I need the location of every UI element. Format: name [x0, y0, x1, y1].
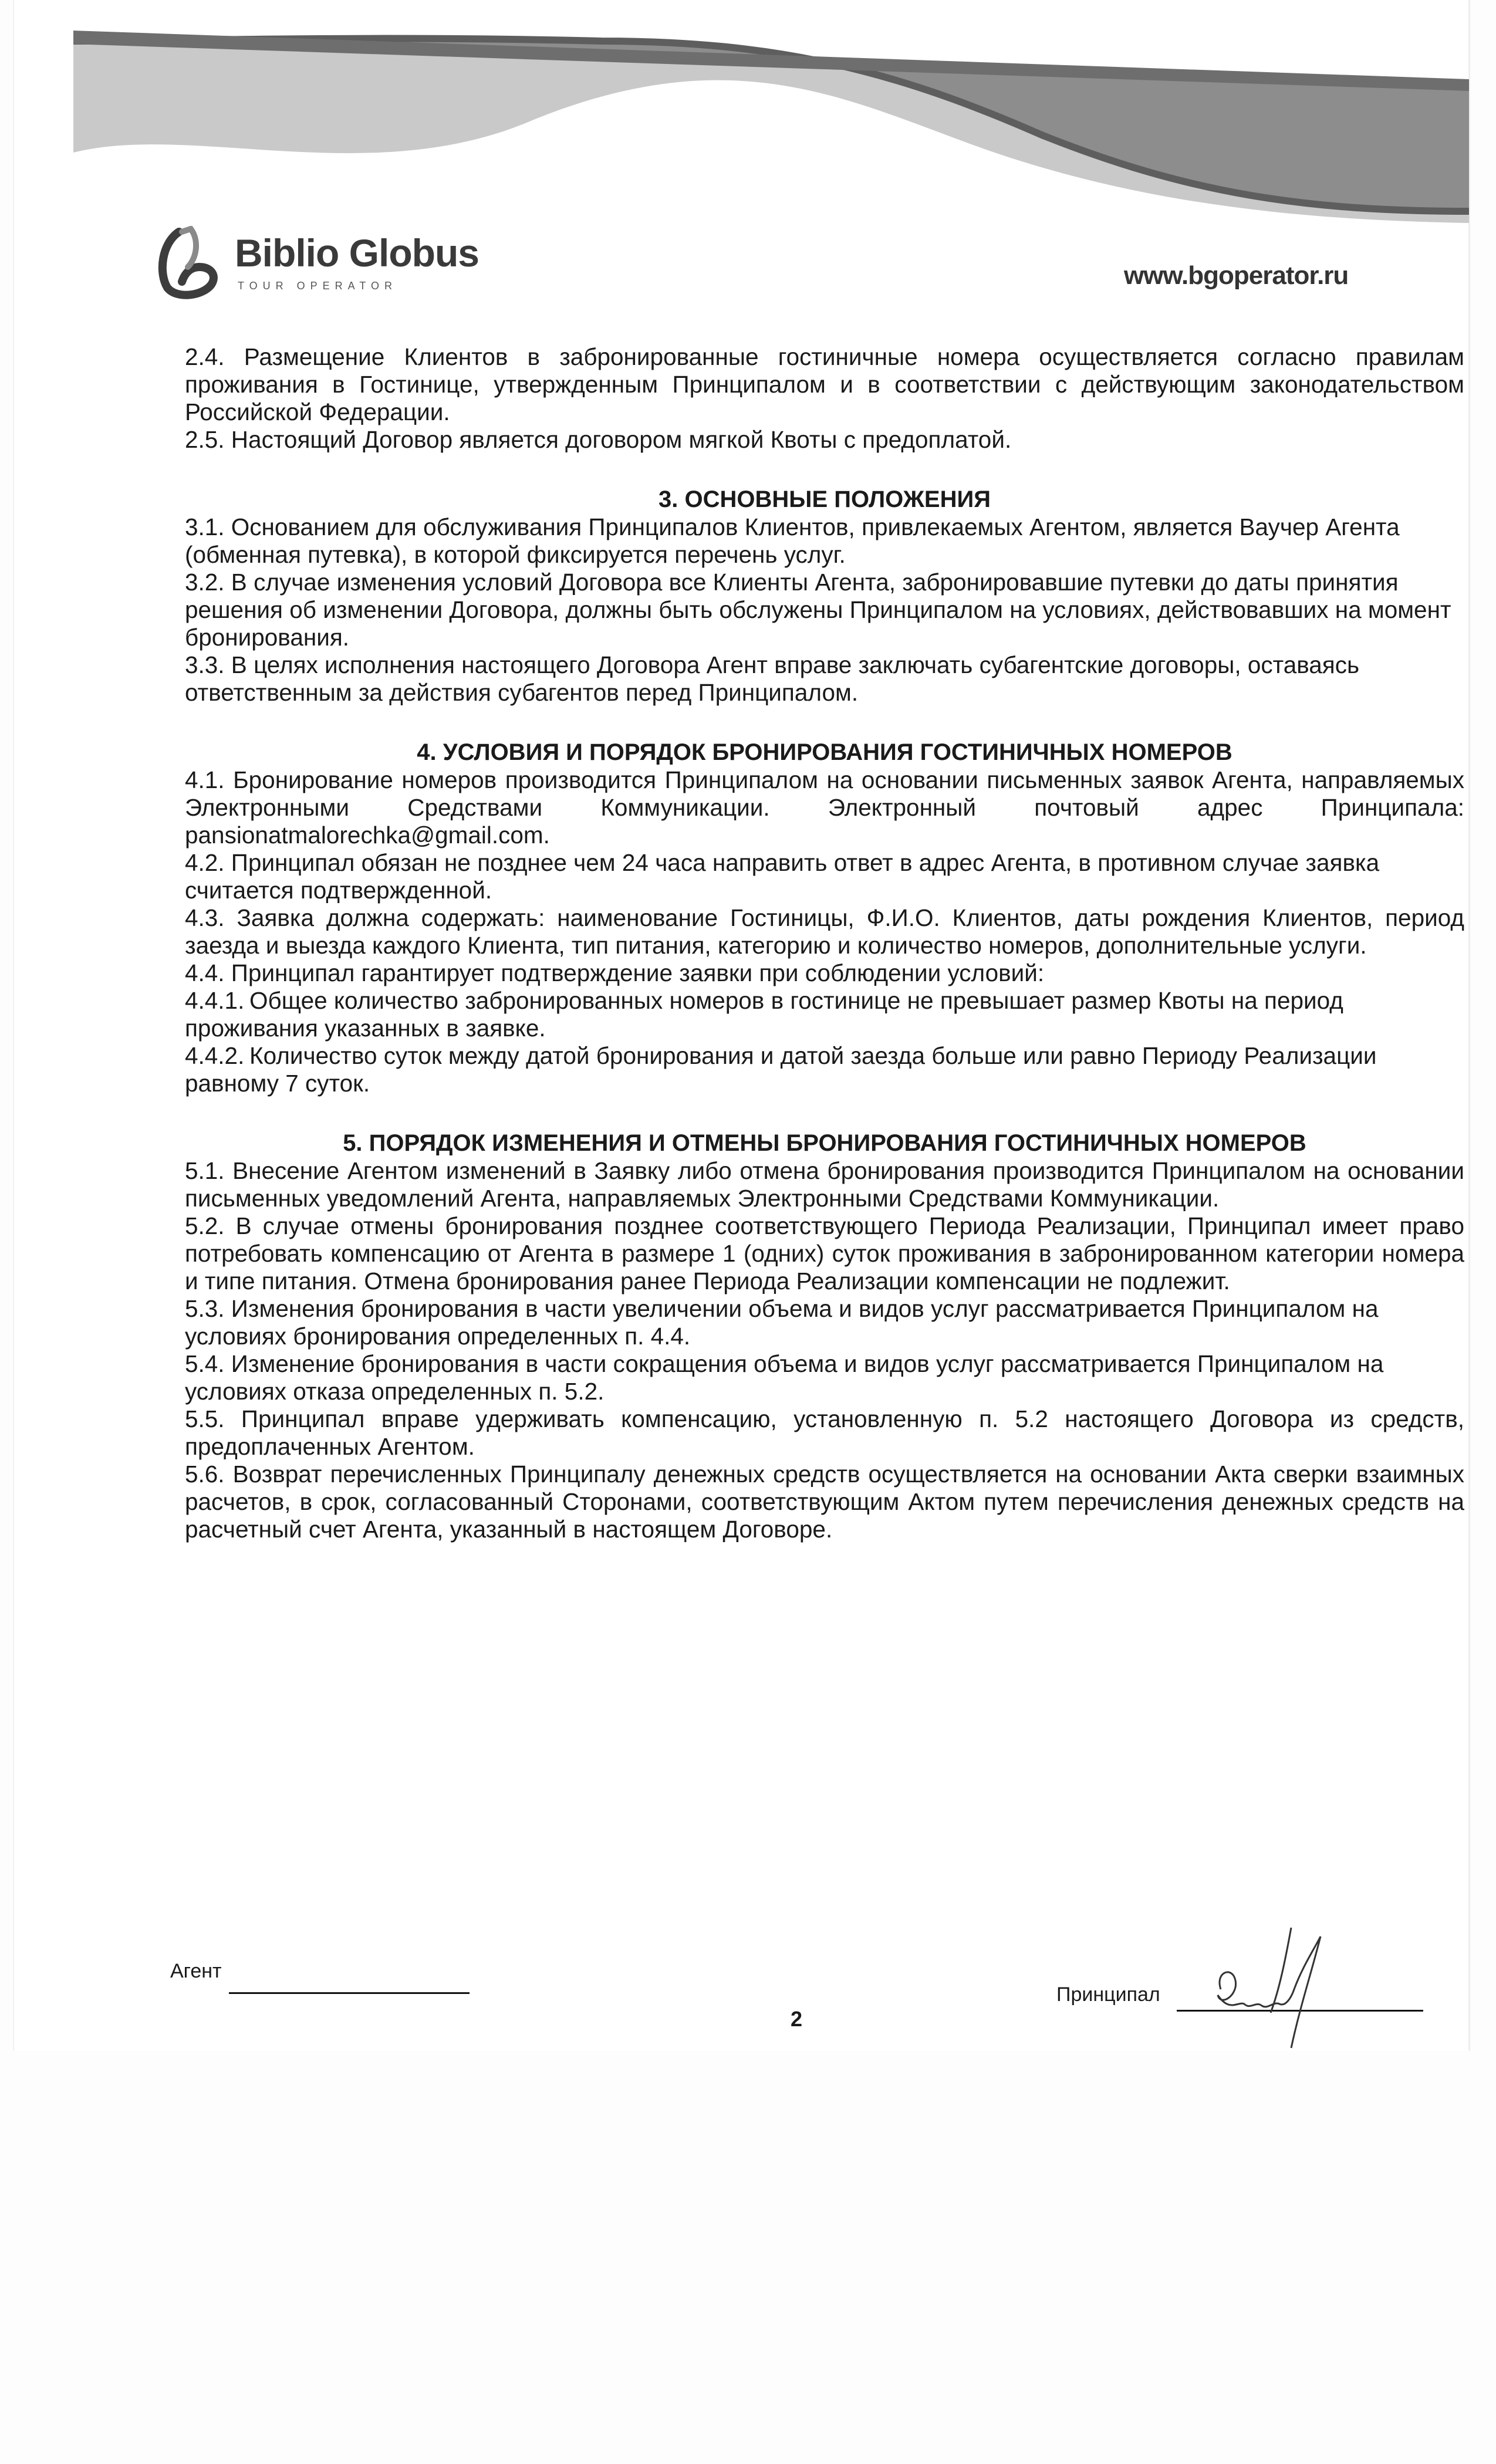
clause-text: Количество суток между датой бронирования и датой заезда больше или равно Периоду Реализации равному 7 суток. [185, 1042, 1377, 1097]
header-wave-band [73, 18, 1469, 229]
clause-4-3: 4.3. Заявка должна содержать: наименование Гостиницы, Ф.И.О. Клиентов, даты рождения Клиентов, период заезда и выезда каждого Клиента, тип питания, категорию и количество номеров, дополнительные услуги. [185, 904, 1464, 959]
clause-5-3: 5.3. Изменения бронирования в части увеличении объема и видов услуг рассматривается Принципалом на условиях бронирования определенных п. 4.4. [185, 1295, 1379, 1350]
clause-5-6: 5.6. Возврат перечисленных Принципалу денежных средств осуществляется на основании Акта сверки взаимных расчетов, в срок, согласованный Сторонами, соответствующим Актом путем перечисления денежных средств на расчетный счет Агента, указанный в настоящем Договоре. [185, 1461, 1464, 1543]
clause-2-4: 2.4. Размещение Клиентов в забронированные гостиничные номера осуществляется согласно правилам проживания в Гостинице, утвержденным Принципалом и в соответствии с действующим законодательством Российской Федерации. [185, 343, 1464, 425]
clause-5-4: 5.4. Изменение бронирования в части сокращения объема и видов услуг рассматривается Принципалом на условиях отказа определенных п. 5.2. [185, 1350, 1384, 1405]
contract-body [185, 343, 1464, 1543]
clause-text: Общее количество забронированных номеров в гостинице не превышает размер Квоты на период проживания указанных в заявке. [185, 987, 1343, 1042]
clause-4-4: 4.4. Принципал гарантирует подтверждение заявки при соблюдении условий: [185, 959, 1045, 986]
logo-mark-icon [156, 226, 226, 299]
agent-signature-label: Агент [170, 1960, 222, 1982]
clause-number: 4.4.2. [185, 1042, 245, 1069]
clause-4-4-2 [185, 1042, 1464, 1097]
clause-3-2: 3.2. В случае изменения условий Договора все Клиенты Агента, забронировавшие путевки до даты принятия решения об изменении Договора, должны быть обслужены Принципалом на условиях, действовавших на момент бронирования. [185, 569, 1451, 651]
page-number: 2 [791, 2007, 803, 2031]
clause-number: 4.4.1. [185, 987, 245, 1014]
clause-5-1: 5.1. Внесение Агентом изменений в Заявку либо отмена бронирования производится Принципалом на основании письменных уведомлений Агента, направляемых Электронными Средствами Коммуникации. [185, 1157, 1464, 1212]
clause-3-1: 3.1. Основанием для обслуживания Принципалов Клиентов, привлекаемых Агентом, является Ваучер Агента (обменная путевка), в которой фиксируется перечень услуг. [185, 513, 1400, 568]
principal-signature-label: Принципал [1056, 1983, 1160, 2006]
clause-4-4-1 [185, 987, 1464, 1042]
clause-5-2: 5.2. В случае отмены бронирования позднее соответствующего Периода Реализации, Принципал имеет право потребовать компенсацию от Агента в размере 1 (одних) суток проживания в забронированном категории номера и типе питания. Отмена бронирования ранее Периода Реализации компенсации не подлежит. [185, 1212, 1464, 1294]
clause-2-5: 2.5. Настоящий Договор является договором мягкой Квоты с предоплатой. [185, 426, 1012, 453]
section-5-heading: 5. ПОРЯДОК ИЗМЕНЕНИЯ И ОТМЕНЫ БРОНИРОВАНИЯ ГОСТИНИЧНЫХ НОМЕРОВ [343, 1130, 1306, 1156]
clause-4-2: 4.2. Принципал обязан не позднее чем 24 часа направить ответ в адрес Агента, в противном случае заявка считается подтвержденной. [185, 849, 1380, 904]
logo-subtitle: TOUR OPERATOR [238, 280, 398, 292]
logo-name: Biblio Globus [235, 231, 479, 275]
clause-3-3: 3.3. В целях исполнения настоящего Договора Агент вправе заключать субагентские договоры, оставаясь ответственным за действия субагентов перед Принципалом. [185, 651, 1360, 706]
section-4-heading: 4. УСЛОВИЯ И ПОРЯДОК БРОНИРОВАНИЯ ГОСТИНИЧНЫХ НОМЕРОВ [417, 739, 1232, 765]
clause-5-5: 5.5. Принципал вправе удерживать компенсацию, установленную п. 5.2 настоящего Договора из средств, предоплаченных Агентом. [185, 1405, 1464, 1460]
principal-handwritten-signature-icon [1197, 1925, 1338, 2054]
company-logo [156, 226, 508, 296]
website-link[interactable]: www.bgoperator.ru [1124, 261, 1349, 290]
section-3-heading: 3. ОСНОВНЫЕ ПОЛОЖЕНИЯ [658, 486, 991, 512]
clause-4-1: 4.1. Бронирование номеров производится Принципалом на основании письменных заявок Агента, направляемых Электронными Средствами Коммуникации. Электронный почтовый адрес Принципала: pansionatmalorechka@gmail.com. [185, 766, 1464, 849]
agent-signature-line [229, 1992, 470, 1994]
